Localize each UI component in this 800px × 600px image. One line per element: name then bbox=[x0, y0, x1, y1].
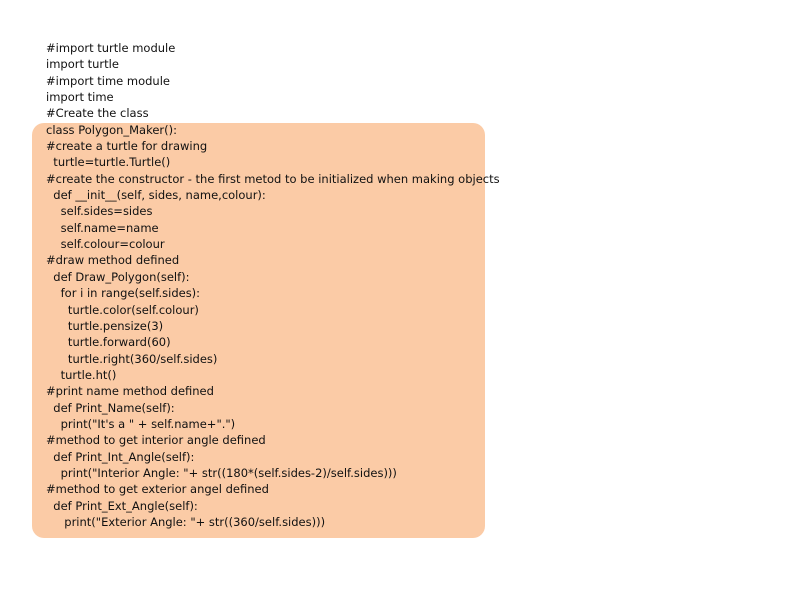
code-line: def Print_Name(self): bbox=[46, 400, 175, 415]
code-line: class Polygon_Maker(): bbox=[46, 122, 178, 137]
code-line: #draw method defined bbox=[46, 253, 180, 268]
code-line: #import time module bbox=[46, 73, 170, 88]
code-line: def Print_Ext_Angle(self): bbox=[46, 498, 198, 513]
code-line: print("It's a " + self.name+".") bbox=[46, 416, 236, 431]
code-line: import turtle bbox=[46, 57, 119, 72]
code-line: #method to get exterior angel defined bbox=[46, 482, 269, 497]
code-line: turtle.color(self.colour) bbox=[46, 302, 199, 317]
code-block bbox=[46, 40, 500, 530]
code-line: #print name method defined bbox=[46, 384, 214, 399]
code-line: import time bbox=[46, 90, 114, 105]
code-line: #import turtle module bbox=[46, 41, 176, 55]
code-line: self.name=name bbox=[46, 220, 159, 235]
code-line: def Draw_Polygon(self): bbox=[46, 269, 190, 284]
code-line: turtle=turtle.Turtle() bbox=[46, 155, 171, 170]
code-line: turtle.right(360/self.sides) bbox=[46, 351, 218, 366]
code-line: print("Exterior Angle: "+ str((360/self.sides))) bbox=[46, 514, 326, 529]
code-line: def Print_Int_Angle(self): bbox=[46, 449, 195, 464]
code-line: #create the constructor - the first metod to be initialized when making objects bbox=[46, 171, 500, 186]
code-line: def __init__(self, sides, name,colour): bbox=[46, 188, 266, 203]
code-line: for i in range(self.sides): bbox=[46, 286, 201, 301]
code-line: turtle.pensize(3) bbox=[46, 318, 164, 333]
code-line: self.colour=colour bbox=[46, 237, 165, 252]
code-line: #method to get interior angle defined bbox=[46, 433, 266, 448]
code-line: #Create the class bbox=[46, 106, 149, 121]
code-line: turtle.ht() bbox=[46, 367, 117, 382]
code-line: turtle.forward(60) bbox=[46, 335, 171, 350]
code-line: #create a turtle for drawing bbox=[46, 139, 208, 154]
code-line: self.sides=sides bbox=[46, 204, 153, 219]
code-line: print("Interior Angle: "+ str((180*(self.sides-2)/self.sides))) bbox=[46, 465, 397, 480]
